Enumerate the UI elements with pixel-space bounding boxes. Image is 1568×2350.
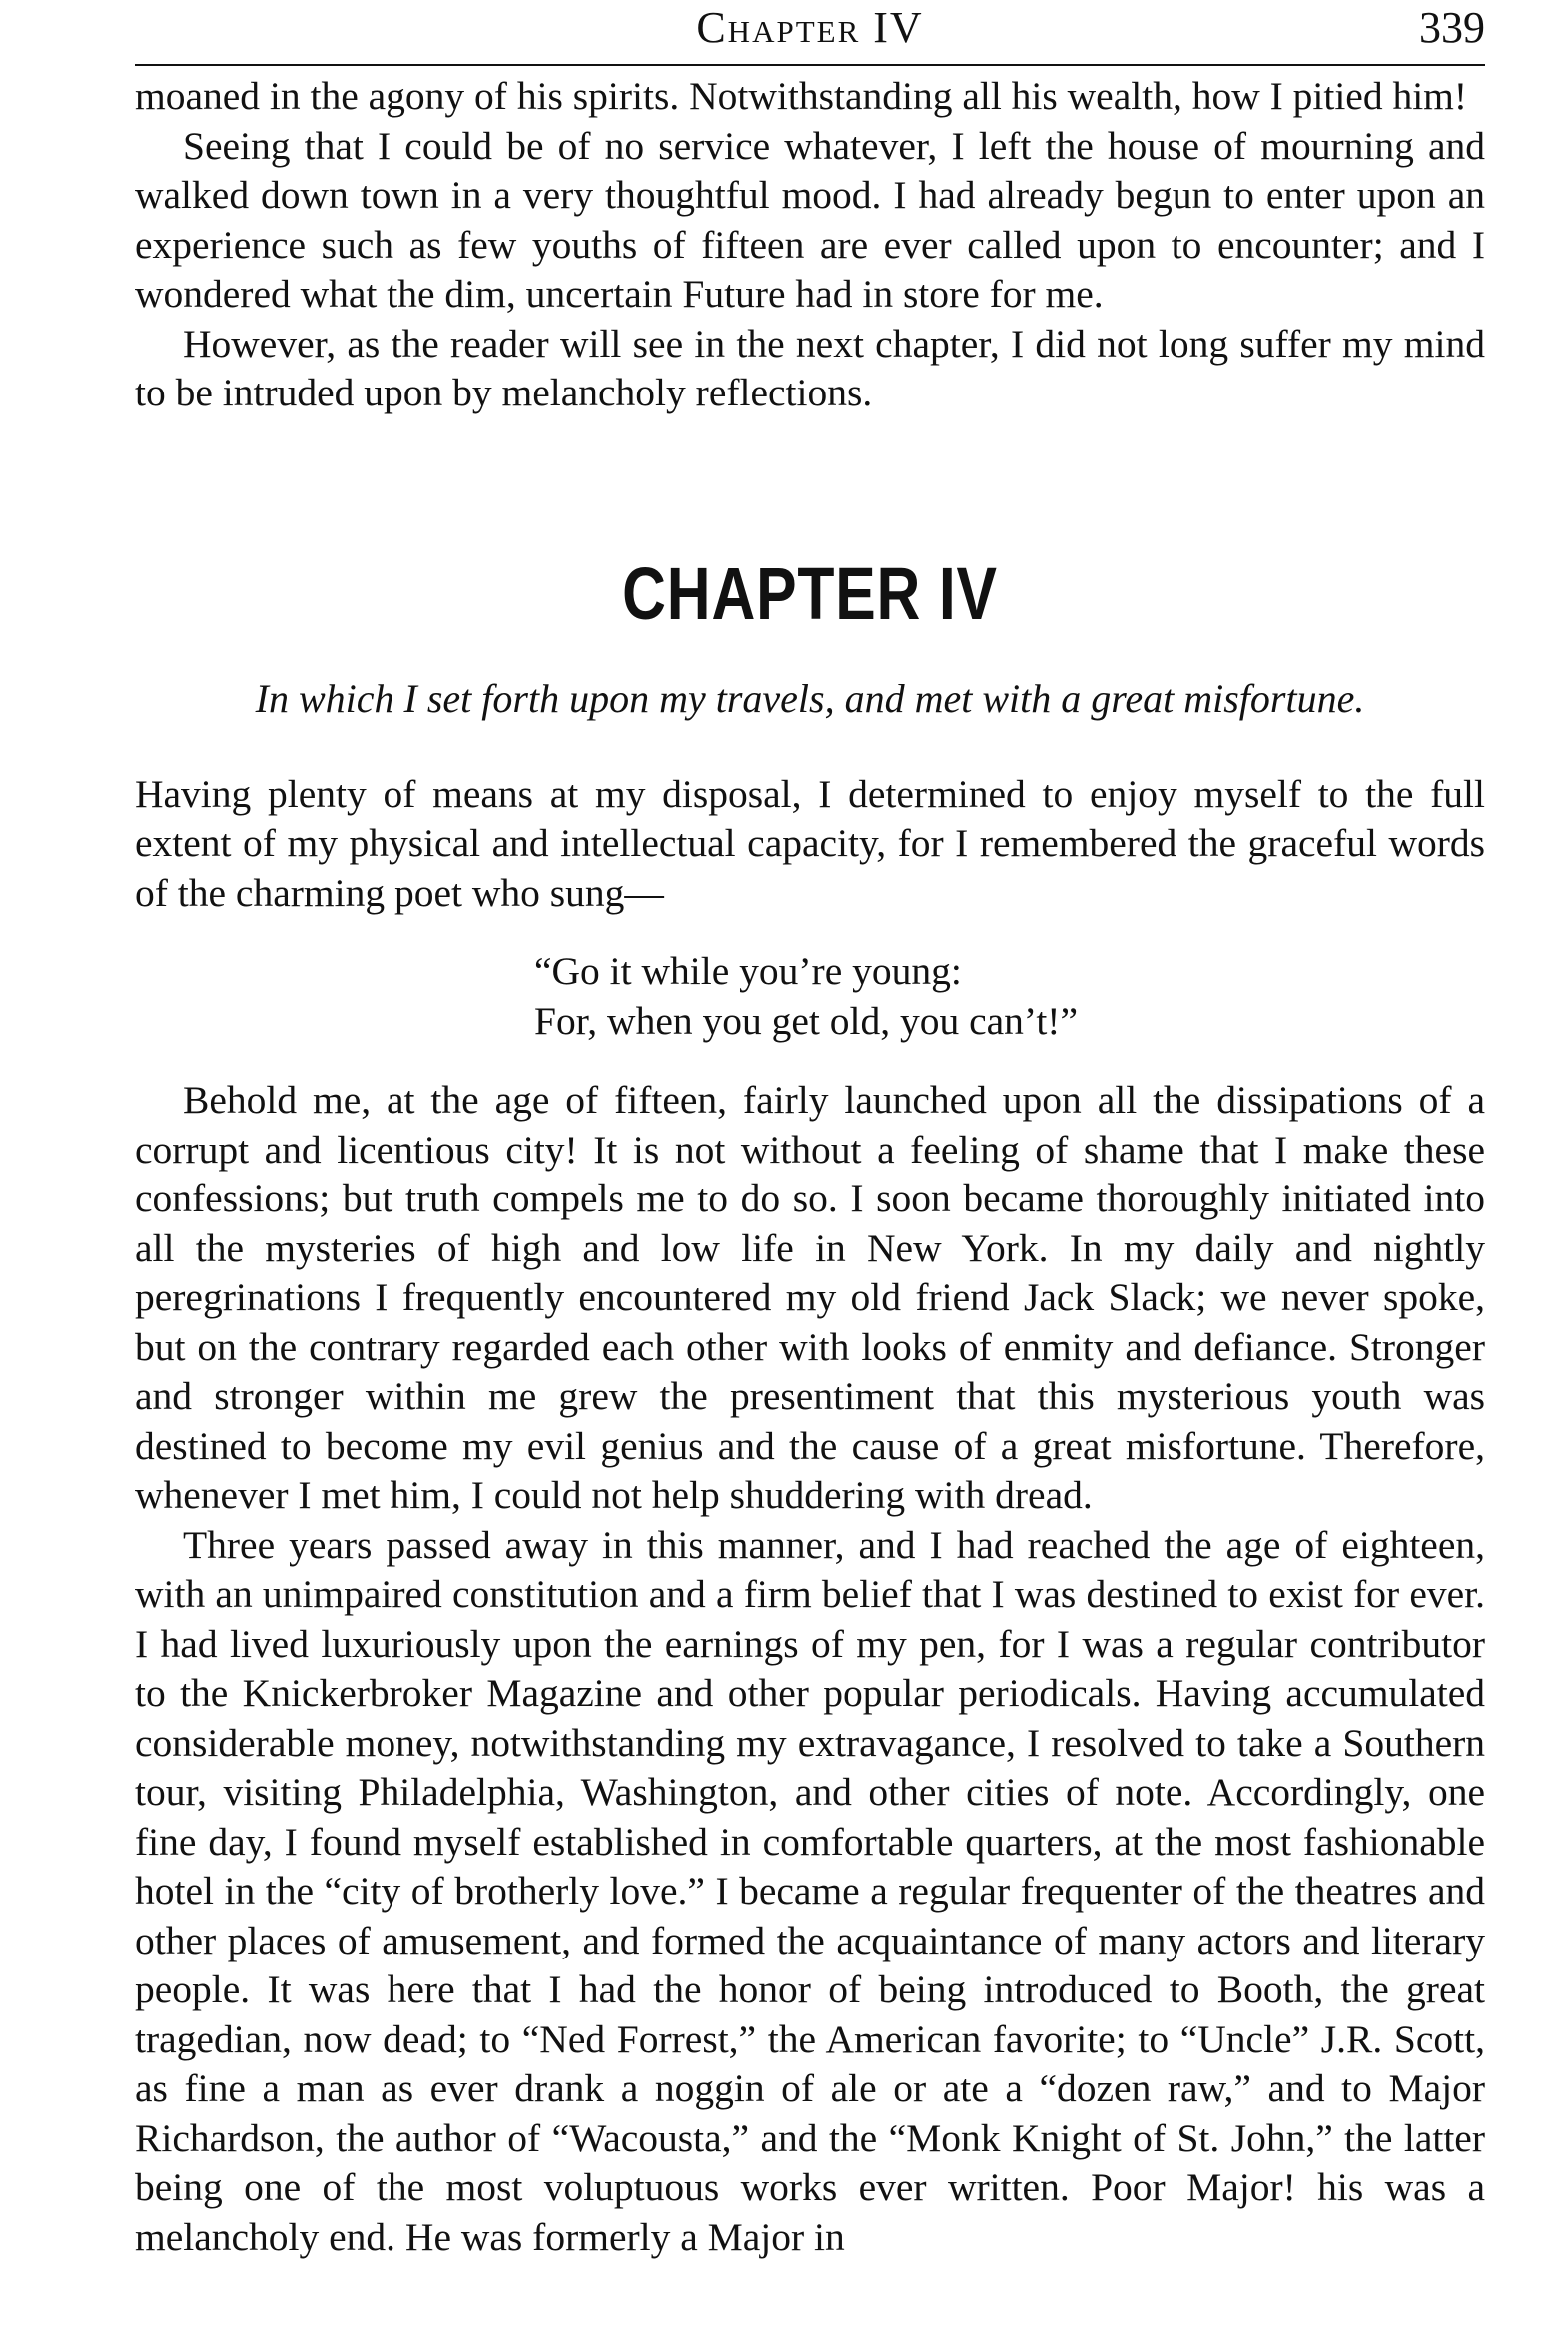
- paragraph: Seeing that I could be of no service whatever, I left the house of mourning and walked down town in a very thoughtful mood. I had already begun to enter upon an experience such as few youths of fifteen are ever called upon to encounter; and I wondered what the dim, uncertain Future had in store for me.: [135, 123, 1485, 316]
- verse-line: “Go it while you’re young:: [534, 949, 962, 993]
- chapter-subtitle: In which I set forth upon my travels, and met with a great misfortune.: [255, 675, 1365, 721]
- paragraph: However, as the reader will see in the next chapter, I did not long suffer my mind to be intruded upon by melancholy reflections.: [135, 321, 1485, 414]
- paragraph: Three years passed away in this manner, and I had reached the age of eighteen, with an unimpaired constitution and a firm belief that I was destined to exist for ever. I had lived luxuriously upon the earnings of my pen, for I was a regular contributor to the Knickerbroker Magazine and other popular periodicals. Having accumulated considerable money, notwithstanding my extravagance, I resolved to take a Southern tour, visiting Philadelphia, Washington, and other cities of note. Accordingly, one fine day, I found myself established in comfortable quarters, at the most fashionable hotel in the “city of brotherly love.” I became a regular frequenter of the theatres and other places of amusement, and formed the acquaintance of many actors and literary people. It was here that I had the honor of being introduced to Booth, the great tragedian, now dead; to “Ned Forrest,” the American favorite; to “Uncle” J.R. Scott, as fine a man as ever drank a noggin of ale or ate a “dozen raw,” and to Major Richardson, the author of “Wacousta,” and the “Monk Knight of St. John,” the latter being one of the most voluptuous works ever written. Poor Major! his was a melancholy end. He was formerly a Major in: [135, 1522, 1485, 2259]
- verse-line: For, when you get old, you can’t!”: [534, 999, 1078, 1043]
- running-head-title: Chapter IV: [696, 3, 924, 52]
- running-head: [135, 0, 1485, 66]
- page-number: 339: [1419, 3, 1485, 52]
- chapter-opening-paragraph: Having plenty of means at my disposal, I determined to enjoy myself to the full extent of my physical and intellectual capacity, for I remembered the graceful words of the charming poet who sung—: [135, 771, 1485, 915]
- book-page: [135, 0, 1485, 2262]
- chapter-heading: CHAPTER IV: [622, 551, 998, 635]
- verse-quote: [534, 946, 1485, 1046]
- paragraph: Behold me, at the age of fifteen, fairly launched upon all the dissipations of a corrupt and licentious city! It is not without a feeling of shame that I make these confessions; but truth compels me to do so. I soon became thoroughly initiated into all the mysteries of high and low life in New York. In my daily and nightly peregrinations I frequently encountered my old friend Jack Slack; we never spoke, but on the contrary regarded each other with looks of enmity and defiance. Stronger and stronger within me grew the presentiment that this mysterious youth was destined to become my evil genius and the cause of a great misfortune. Therefore, whenever I met him, I could not help shuddering with dread.: [135, 1078, 1485, 1517]
- paragraph-continued: moaned in the agony of his spirits. Notwithstanding all his wealth, how I pitied him!: [135, 74, 1468, 118]
